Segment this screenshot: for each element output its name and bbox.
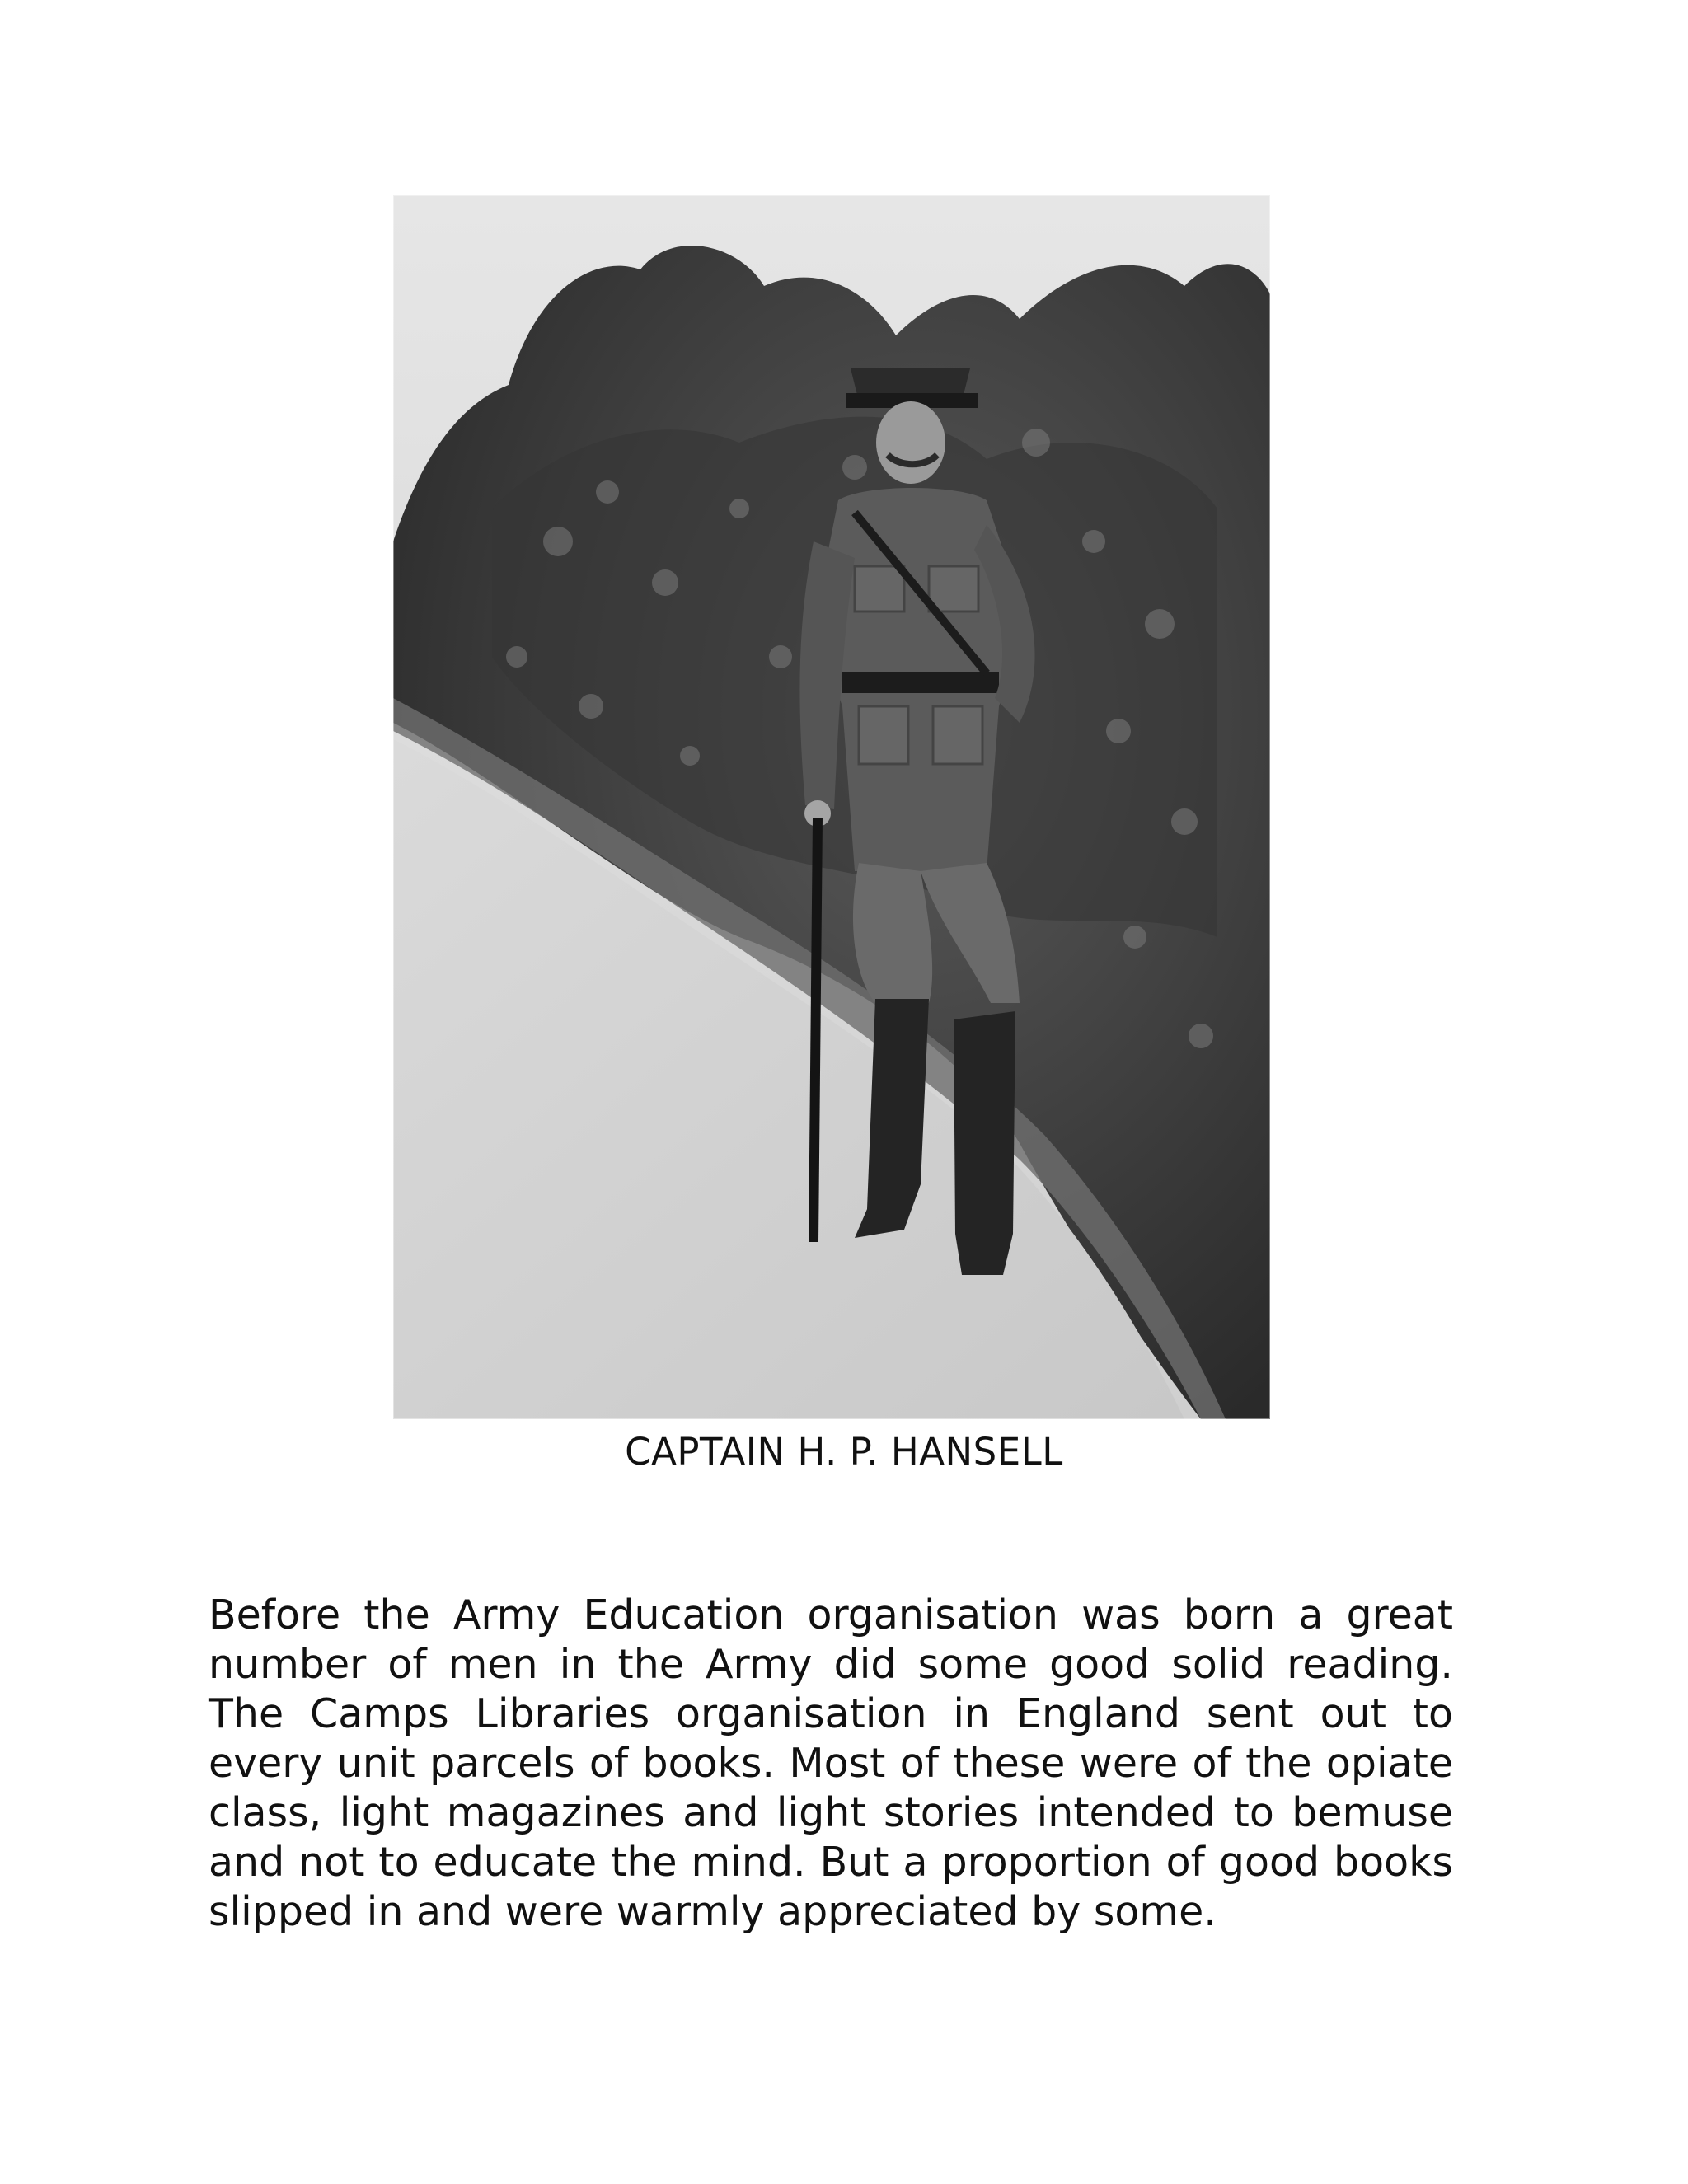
portrait-photograph-image: [393, 195, 1270, 1419]
portrait-photograph: [393, 195, 1270, 1419]
figure-caption: CAPTAIN H. P. HANSELL: [625, 1430, 1063, 1474]
body-paragraph: Before the Army Education organisation was born a great number of men in the Army did some good solid reading. The Camps Libraries organisation in England sent out to every unit parcels of books. Most of these were of the opiate class, light magazines and light stories intended to bemuse and not to educate the mind. But a proportion of good books slipped in and were warmly appreciated by some.: [209, 1591, 1453, 1935]
